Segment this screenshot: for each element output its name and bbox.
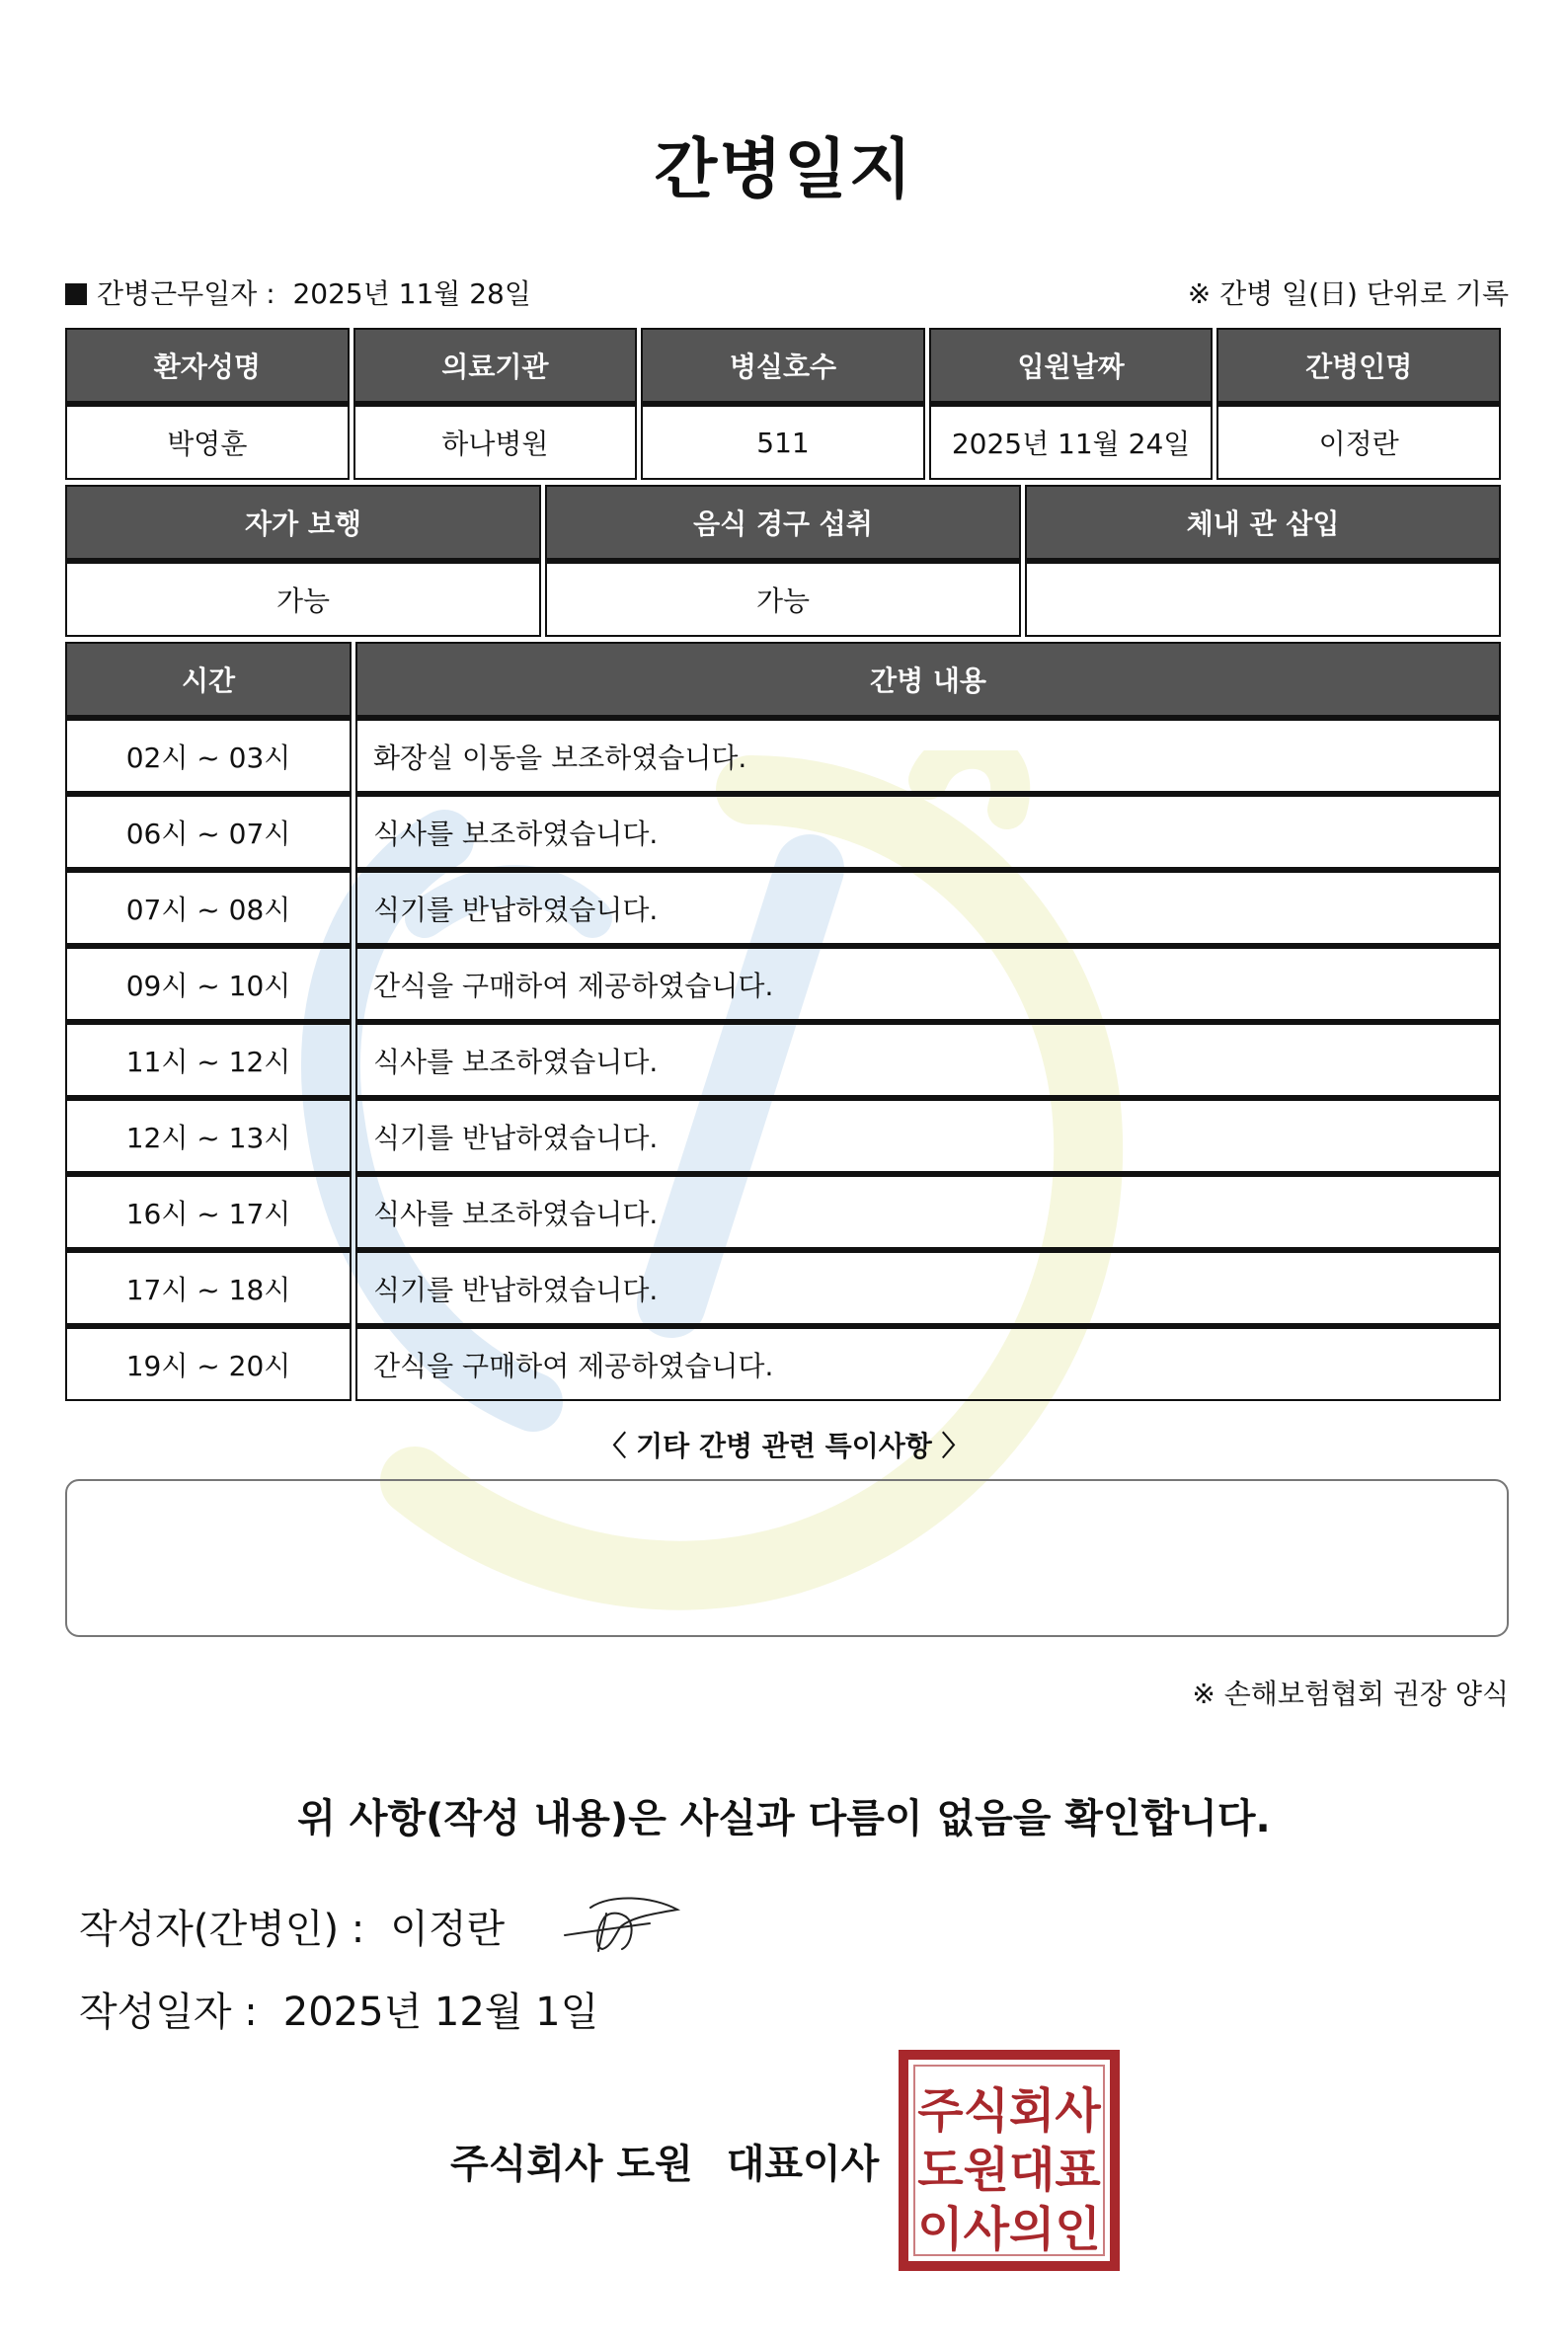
log-content: 식기를 반납하였습니다.	[355, 1249, 1501, 1325]
written-date-value: 2025년 12월 1일	[282, 1990, 599, 2035]
table-row	[65, 1249, 1501, 1325]
log-content: 식사를 보조하였습니다.	[355, 793, 1501, 869]
record-unit-note: ※ 간병 일(日) 단위로 기록	[1187, 277, 1509, 310]
care-log-table	[61, 642, 1505, 1401]
writer-name: 이정란	[390, 1907, 506, 1952]
patient-info-table	[61, 328, 1505, 480]
work-date	[65, 273, 531, 312]
page-title: 간병일지	[654, 131, 914, 207]
company-signature-line	[450, 2133, 879, 2189]
table-row	[65, 945, 1501, 1021]
header-admission-date: 입원날짜	[929, 328, 1214, 403]
admission-date: 2025년 11월 24일	[929, 403, 1214, 480]
table-row	[65, 793, 1501, 869]
writer-label: 작성자(간병인) :	[79, 1907, 365, 1952]
work-date-value: 2025년 11월 28일	[292, 277, 531, 310]
table-row	[65, 869, 1501, 945]
header-hospital: 의료기관	[353, 328, 638, 403]
remarks-title: 〈 기타 간병 관련 특이사항 〉	[598, 1430, 970, 1462]
log-time: 11시 ~ 12시	[65, 1021, 352, 1097]
log-content: 식사를 보조하였습니다.	[355, 1021, 1501, 1097]
tube-insertion-value	[1025, 560, 1501, 637]
room-number: 511	[641, 403, 925, 480]
patient-name: 박영훈	[65, 403, 350, 480]
log-time: 09시 ~ 10시	[65, 945, 352, 1021]
caregiver-name: 이정란	[1216, 403, 1501, 480]
table-row	[65, 1173, 1501, 1249]
table-row	[65, 1097, 1501, 1173]
log-content: 간식을 구매하여 제공하였습니다.	[355, 1325, 1501, 1401]
representative-title: 대표이사	[726, 2142, 880, 2187]
header-care-content: 간병 내용	[355, 642, 1501, 717]
header-tube-insertion: 체내 관 삽입	[1025, 485, 1501, 560]
seal-line-1: 주식회사	[917, 2083, 1101, 2139]
signature-image	[561, 1888, 689, 1957]
written-date-label: 작성일자 :	[79, 1990, 258, 2035]
header-caregiver-name: 간병인명	[1216, 328, 1501, 403]
company-name: 주식회사 도원	[450, 2142, 693, 2187]
log-time: 16시 ~ 17시	[65, 1173, 352, 1249]
written-date-line	[79, 1981, 598, 2037]
remarks-box	[65, 1479, 1509, 1637]
log-content: 식기를 반납하였습니다.	[355, 1097, 1501, 1173]
log-time: 19시 ~ 20시	[65, 1325, 352, 1401]
seal-line-3: 이사의인	[917, 2202, 1101, 2257]
table-row	[65, 1021, 1501, 1097]
header-patient-name: 환자성명	[65, 328, 350, 403]
header-time: 시간	[65, 642, 352, 717]
work-date-label: 간병근무일자	[97, 277, 258, 310]
log-time: 12시 ~ 13시	[65, 1097, 352, 1173]
log-content: 간식을 구매하여 제공하였습니다.	[355, 945, 1501, 1021]
seal-line-2: 도원대표	[917, 2143, 1101, 2198]
writer-line	[79, 1898, 505, 1954]
table-row	[65, 717, 1501, 793]
patient-status-table	[61, 485, 1505, 637]
company-seal-stamp	[899, 2050, 1120, 2271]
confirmation-statement: 위 사항(작성 내용)은 사실과 다름이 없음을 확인합니다.	[297, 1796, 1271, 1841]
log-time: 02시 ~ 03시	[65, 717, 352, 793]
log-time: 07시 ~ 08시	[65, 869, 352, 945]
log-time: 06시 ~ 07시	[65, 793, 352, 869]
log-content: 식사를 보조하였습니다.	[355, 1173, 1501, 1249]
self-walking-value: 가능	[65, 560, 541, 637]
square-bullet-icon	[65, 283, 87, 305]
form-source-note: ※ 손해보험협회 권장 양식	[1192, 1678, 1509, 1710]
hospital-name: 하나병원	[353, 403, 638, 480]
work-date-separator: :	[266, 277, 275, 310]
oral-intake-value: 가능	[545, 560, 1021, 637]
log-content: 화장실 이동을 보조하였습니다.	[355, 717, 1501, 793]
header-self-walking: 자가 보행	[65, 485, 541, 560]
log-content: 식기를 반납하였습니다.	[355, 869, 1501, 945]
header-room-number: 병실호수	[641, 328, 925, 403]
header-oral-intake: 음식 경구 섭취	[545, 485, 1021, 560]
table-row	[65, 1325, 1501, 1401]
log-time: 17시 ~ 18시	[65, 1249, 352, 1325]
